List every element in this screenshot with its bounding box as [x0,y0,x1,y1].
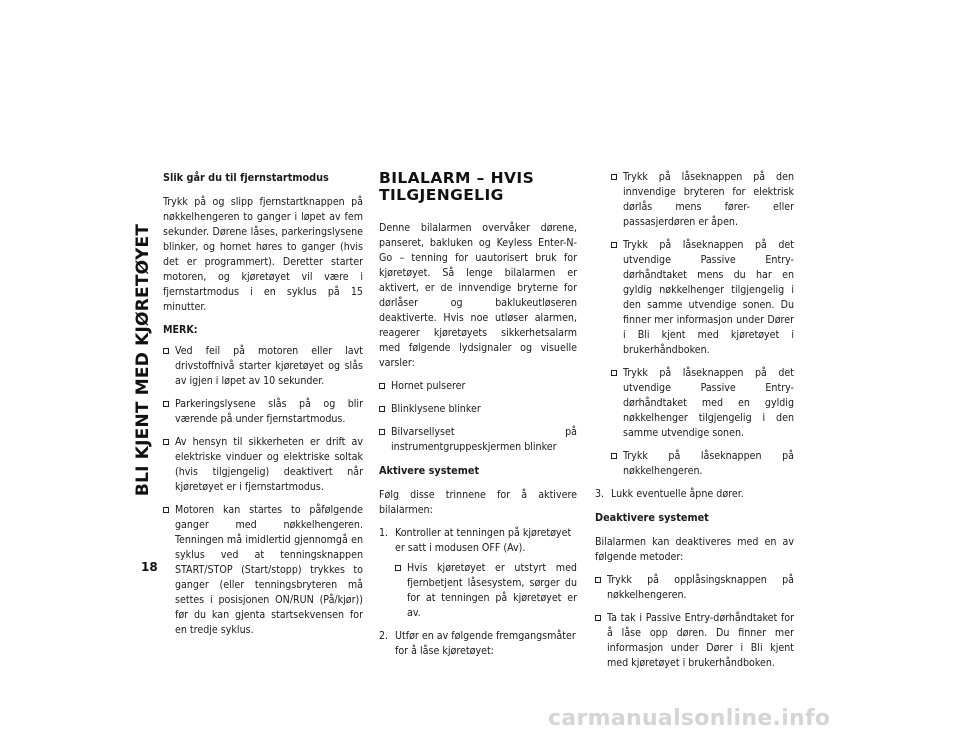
page-number: 18 [141,560,158,574]
column-2 [379,170,577,667]
note-list [163,344,363,638]
lock-method-item: Trykk på låseknappen på den innvendige bryteren for elektrisk dørlås mens fører- eller passasjerdøren er åpen. [611,170,794,230]
remote-start-heading: Slik går du til fjernstartmodus [163,171,329,184]
step-number: 1. [379,527,389,539]
activate-step [595,487,794,502]
activate-step [379,526,577,621]
alarm-signal-list [379,379,577,455]
activate-heading: Aktivere systemet [379,464,480,477]
alarm-signal-item: Hornet pulserer [379,379,577,394]
site-watermark: carmanualsonline.info [548,706,831,731]
lock-method-item: Trykk på låseknappen på det utvendige Passive Entry-dørhåndtaket med en gyldig nøkkelhenger tilgjengelig i den samme utvendige sonen. [611,366,794,441]
column-1 [163,170,363,646]
alarm-signal-item: Blinklysene blinker [379,402,577,417]
step-text: Kontroller at tenningen på kjøretøyet er satt i modusen OFF (Av). [395,527,572,554]
deactivate-heading: Deaktivere systemet [595,511,709,524]
deactivate-intro: Bilalarmen kan deaktiveres med en av følgende metoder: [595,536,794,563]
alarm-signal-item: Bilvarsellyset på instrumentgruppeskjermen blinker [379,425,577,455]
deactivate-method-list [595,573,794,671]
step-sub-list [395,561,577,621]
activate-step [379,629,577,659]
chapter-side-title [124,160,162,560]
column-3 [595,170,794,679]
alarm-intro: Denne bilalarmen overvåker dørene, panseret, bakluken og Keyless Enter-N-Go – tenning for uautorisert bruk for kjøretøyet. Så lenge bilalarmen er aktivert, er de innvendige bryterne for dørlåser og baklukeutløseren deaktiverte. Hvis noe utløser alarmen, reagerer kjøretøyets sikkerhetsalarm med følgende lydsignaler og visuelle varsler: [379,222,577,369]
lock-method-item: Trykk på låseknappen på det utvendige Passive Entry-dørhåndtaket mens du har en gyldig nøkkelhenger tilgjengelig i den samme utvendige sonen. Du finner mer informasjon under Dører i Bli kjent med kjøretøyet i brukerhåndboken. [611,238,794,358]
step-text: Lukk eventuelle åpne dører. [611,488,744,500]
chapter-title-text: BLI KJENT MED KJØRETØYET [133,223,154,497]
note-label: MERK: [163,324,198,336]
deactivate-method-item: Ta tak i Passive Entry-dørhåndtaket for å låse opp døren. Du finner mer informasjon under Dører i Bli kjent med kjøretøyet i brukerhåndboken. [595,611,794,671]
note-item: Parkeringslysene slås på og blir værende på under fjernstartmodus. [163,397,363,427]
step-number: 2. [379,630,389,642]
step-number: 3. [595,488,605,500]
lock-method-list [611,170,794,479]
activate-steps-continued [595,487,794,502]
remote-start-intro: Trykk på og slipp fjernstartknappen på nøkkelhengeren to ganger i løpet av fem sekunder. Dørene låses, parkeringslysene blinker, og hornet høres to ganger (hvis det er programmert). Deretter starter motoren, og kjøretøyet vil være i fjernstartmodus i en syklus på 15 minutter. [163,196,363,313]
activate-intro: Følg disse trinnene for å aktivere bilalarmen: [379,489,577,516]
alarm-section-heading: BILALARM – HVIS TILGJENGELIG [379,169,535,204]
activate-steps [379,526,577,659]
lock-method-item: Trykk på låseknappen på nøkkelhengeren. [611,449,794,479]
step-sub-item: Hvis kjøretøyet er utstyrt med fjernbetjent låsesystem, sørger du for at tenningen på kjøretøyet er av. [395,561,577,621]
step-text: Utfør en av følgende fremgangsmåter for å låse kjøretøyet: [395,630,576,657]
deactivate-method-item: Trykk på opplåsingsknappen på nøkkelhengeren. [595,573,794,603]
note-item: Ved feil på motoren eller lavt drivstoffnivå starter kjøretøyet og slås av igjen i løpet av 10 sekunder. [163,344,363,389]
note-item: Motoren kan startes to påfølgende ganger med nøkkelhengeren. Tenningen må imidlertid gjennomgå en syklus ved at tenningsknappen START/STOP (Start/stopp) trykkes to ganger (eller tenningsbryteren må settes i posisjonen ON/RUN (På/kjør)) før du kan gjenta startsekvensen for en tredje syklus. [163,503,363,638]
note-item: Av hensyn til sikkerheten er drift av elektriske vinduer og elektriske soltak (hvis tilgjengelig) deaktivert når kjøretøyet er i fjernstartmodus. [163,435,363,495]
